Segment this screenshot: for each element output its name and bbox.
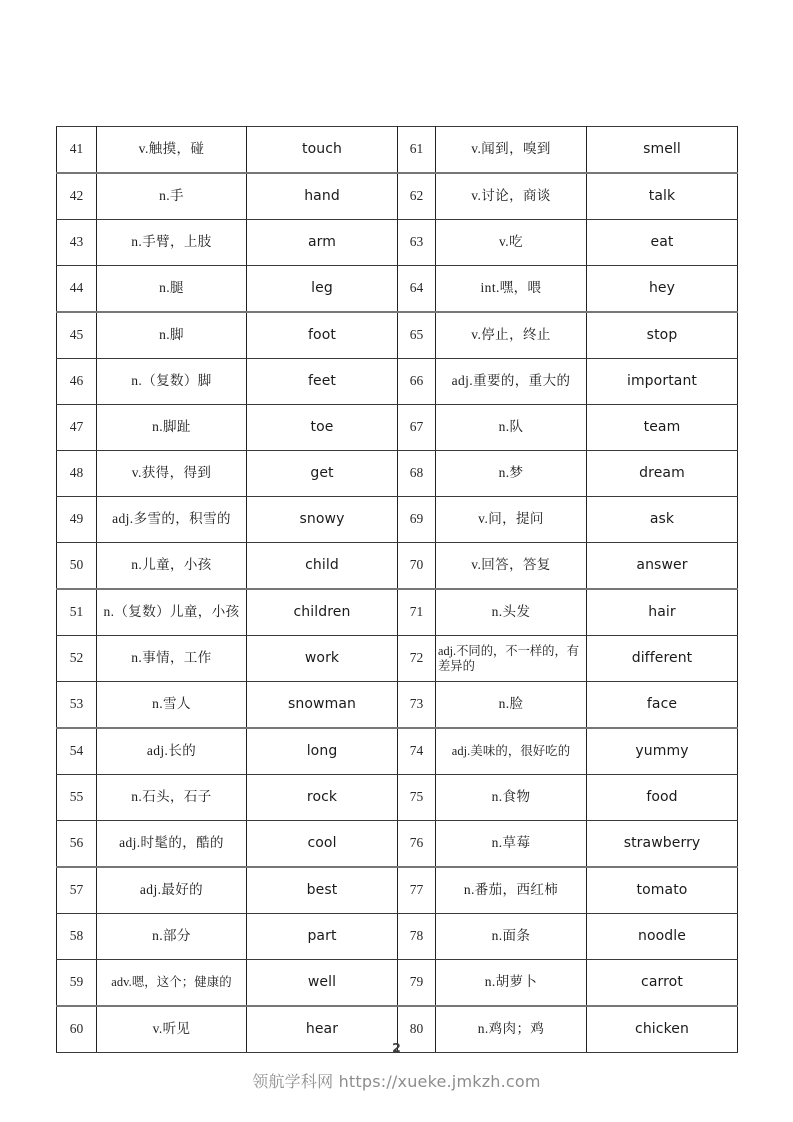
table-row xyxy=(57,266,738,313)
table-row xyxy=(57,914,738,960)
row-index-left: 47 xyxy=(57,405,97,451)
row-index-left: 51 xyxy=(57,589,97,636)
word-left: snowman xyxy=(247,682,398,729)
word-right: talk xyxy=(587,173,738,220)
row-index-left: 44 xyxy=(57,266,97,313)
definition-left: v.获得，得到 xyxy=(97,451,247,497)
word-left: toe xyxy=(247,405,398,451)
definition-right: v.闻到，嗅到 xyxy=(436,127,587,174)
definition-right: n.草莓 xyxy=(436,821,587,868)
row-index-left: 59 xyxy=(57,960,97,1007)
table-row xyxy=(57,451,738,497)
row-index-right: 79 xyxy=(398,960,436,1007)
row-index-right: 61 xyxy=(398,127,436,174)
row-index-right: 73 xyxy=(398,682,436,729)
definition-right: adj.不同的，不一样的，有差异的 xyxy=(436,636,587,682)
word-left: arm xyxy=(247,220,398,266)
definition-right: n.脸 xyxy=(436,682,587,729)
page-number: 2 xyxy=(392,1040,401,1055)
definition-right: n.面条 xyxy=(436,914,587,960)
definition-left: n.石头，石子 xyxy=(97,775,247,821)
word-left: leg xyxy=(247,266,398,313)
definition-right: adj.美味的，很好吃的 xyxy=(436,728,587,775)
row-index-left: 56 xyxy=(57,821,97,868)
word-right: dream xyxy=(587,451,738,497)
table-row xyxy=(57,960,738,1007)
row-index-right: 70 xyxy=(398,543,436,590)
word-right: hair xyxy=(587,589,738,636)
table-row xyxy=(57,821,738,868)
vocabulary-table xyxy=(56,126,738,1053)
definition-right: n.食物 xyxy=(436,775,587,821)
table-row xyxy=(57,543,738,590)
word-right: tomato xyxy=(587,867,738,914)
word-left: part xyxy=(247,914,398,960)
table-row xyxy=(57,636,738,682)
row-index-left: 42 xyxy=(57,173,97,220)
table-row xyxy=(57,867,738,914)
row-index-right: 72 xyxy=(398,636,436,682)
table-row xyxy=(57,728,738,775)
definition-left: adj.长的 xyxy=(97,728,247,775)
row-index-right: 77 xyxy=(398,867,436,914)
table-row xyxy=(57,405,738,451)
row-index-left: 55 xyxy=(57,775,97,821)
word-right: eat xyxy=(587,220,738,266)
site-credit-watermark: 领航学科网 https://xueke.jmkzh.com xyxy=(252,1072,541,1091)
row-index-right: 62 xyxy=(398,173,436,220)
word-left: get xyxy=(247,451,398,497)
row-index-left: 58 xyxy=(57,914,97,960)
definition-right: n.番茄，西红柿 xyxy=(436,867,587,914)
word-left: child xyxy=(247,543,398,590)
row-index-left: 48 xyxy=(57,451,97,497)
vocabulary-table-container xyxy=(56,126,737,1053)
word-right: stop xyxy=(587,312,738,359)
table-row xyxy=(57,312,738,359)
row-index-right: 78 xyxy=(398,914,436,960)
row-index-left: 45 xyxy=(57,312,97,359)
row-index-left: 57 xyxy=(57,867,97,914)
word-right: strawberry xyxy=(587,821,738,868)
definition-right: v.讨论，商谈 xyxy=(436,173,587,220)
row-index-right: 71 xyxy=(398,589,436,636)
word-left: rock xyxy=(247,775,398,821)
row-index-left: 52 xyxy=(57,636,97,682)
word-right: noodle xyxy=(587,914,738,960)
definition-right: n.头发 xyxy=(436,589,587,636)
word-left: foot xyxy=(247,312,398,359)
table-row xyxy=(57,589,738,636)
word-left: best xyxy=(247,867,398,914)
definition-left: n.雪人 xyxy=(97,682,247,729)
row-index-right: 76 xyxy=(398,821,436,868)
row-index-left: 43 xyxy=(57,220,97,266)
word-right: carrot xyxy=(587,960,738,1007)
word-right: ask xyxy=(587,497,738,543)
definition-right: v.停止，终止 xyxy=(436,312,587,359)
word-right: food xyxy=(587,775,738,821)
row-index-right: 63 xyxy=(398,220,436,266)
definition-right: v.问，提问 xyxy=(436,497,587,543)
row-index-left: 46 xyxy=(57,359,97,405)
word-right: answer xyxy=(587,543,738,590)
row-index-left: 53 xyxy=(57,682,97,729)
definition-right: n.胡萝卜 xyxy=(436,960,587,1007)
row-index-right: 74 xyxy=(398,728,436,775)
definition-left: adj.时髦的，酷的 xyxy=(97,821,247,868)
definition-left: n.腿 xyxy=(97,266,247,313)
definition-left: n.脚 xyxy=(97,312,247,359)
definition-left: v.听见 xyxy=(97,1006,247,1053)
word-right: different xyxy=(587,636,738,682)
definition-left: adv.嗯，这个；健康的 xyxy=(97,960,247,1007)
definition-left: n.（复数）儿童，小孩 xyxy=(97,589,247,636)
row-index-right: 75 xyxy=(398,775,436,821)
row-index-left: 54 xyxy=(57,728,97,775)
row-index-right: 68 xyxy=(398,451,436,497)
definition-left: n.脚趾 xyxy=(97,405,247,451)
table-row xyxy=(57,220,738,266)
table-row xyxy=(57,497,738,543)
word-left: touch xyxy=(247,127,398,174)
definition-left: n.事情，工作 xyxy=(97,636,247,682)
row-index-right: 69 xyxy=(398,497,436,543)
word-left: hear xyxy=(247,1006,398,1053)
word-left: snowy xyxy=(247,497,398,543)
definition-right: n.鸡肉；鸡 xyxy=(436,1006,587,1053)
row-index-right: 64 xyxy=(398,266,436,313)
table-row xyxy=(57,173,738,220)
word-left: cool xyxy=(247,821,398,868)
definition-right: n.梦 xyxy=(436,451,587,497)
word-left: children xyxy=(247,589,398,636)
vocabulary-table-body xyxy=(57,127,738,1053)
word-right: face xyxy=(587,682,738,729)
definition-right: n.队 xyxy=(436,405,587,451)
table-row xyxy=(57,359,738,405)
definition-left: adj.最好的 xyxy=(97,867,247,914)
definition-left: n.（复数）脚 xyxy=(97,359,247,405)
definition-right: adj.重要的，重大的 xyxy=(436,359,587,405)
row-index-right: 65 xyxy=(398,312,436,359)
table-row xyxy=(57,127,738,174)
row-index-left: 49 xyxy=(57,497,97,543)
word-right: important xyxy=(587,359,738,405)
word-right: hey xyxy=(587,266,738,313)
definition-right: v.回答，答复 xyxy=(436,543,587,590)
word-left: hand xyxy=(247,173,398,220)
row-index-left: 41 xyxy=(57,127,97,174)
definition-left: adj.多雪的，积雪的 xyxy=(97,497,247,543)
word-right: chicken xyxy=(587,1006,738,1053)
definition-left: n.部分 xyxy=(97,914,247,960)
word-left: feet xyxy=(247,359,398,405)
definition-left: n.手臂，上肢 xyxy=(97,220,247,266)
row-index-right: 66 xyxy=(398,359,436,405)
row-index-left: 50 xyxy=(57,543,97,590)
word-left: long xyxy=(247,728,398,775)
definition-right: v.吃 xyxy=(436,220,587,266)
table-row xyxy=(57,682,738,729)
word-right: smell xyxy=(587,127,738,174)
definition-right: int.嘿，喂 xyxy=(436,266,587,313)
table-row xyxy=(57,775,738,821)
word-right: team xyxy=(587,405,738,451)
word-right: yummy xyxy=(587,728,738,775)
row-index-right: 80 xyxy=(398,1006,436,1053)
row-index-left: 60 xyxy=(57,1006,97,1053)
row-index-right: 67 xyxy=(398,405,436,451)
definition-left: n.手 xyxy=(97,173,247,220)
definition-left: v.触摸，碰 xyxy=(97,127,247,174)
definition-left: n.儿童，小孩 xyxy=(97,543,247,590)
word-left: work xyxy=(247,636,398,682)
word-left: well xyxy=(247,960,398,1007)
